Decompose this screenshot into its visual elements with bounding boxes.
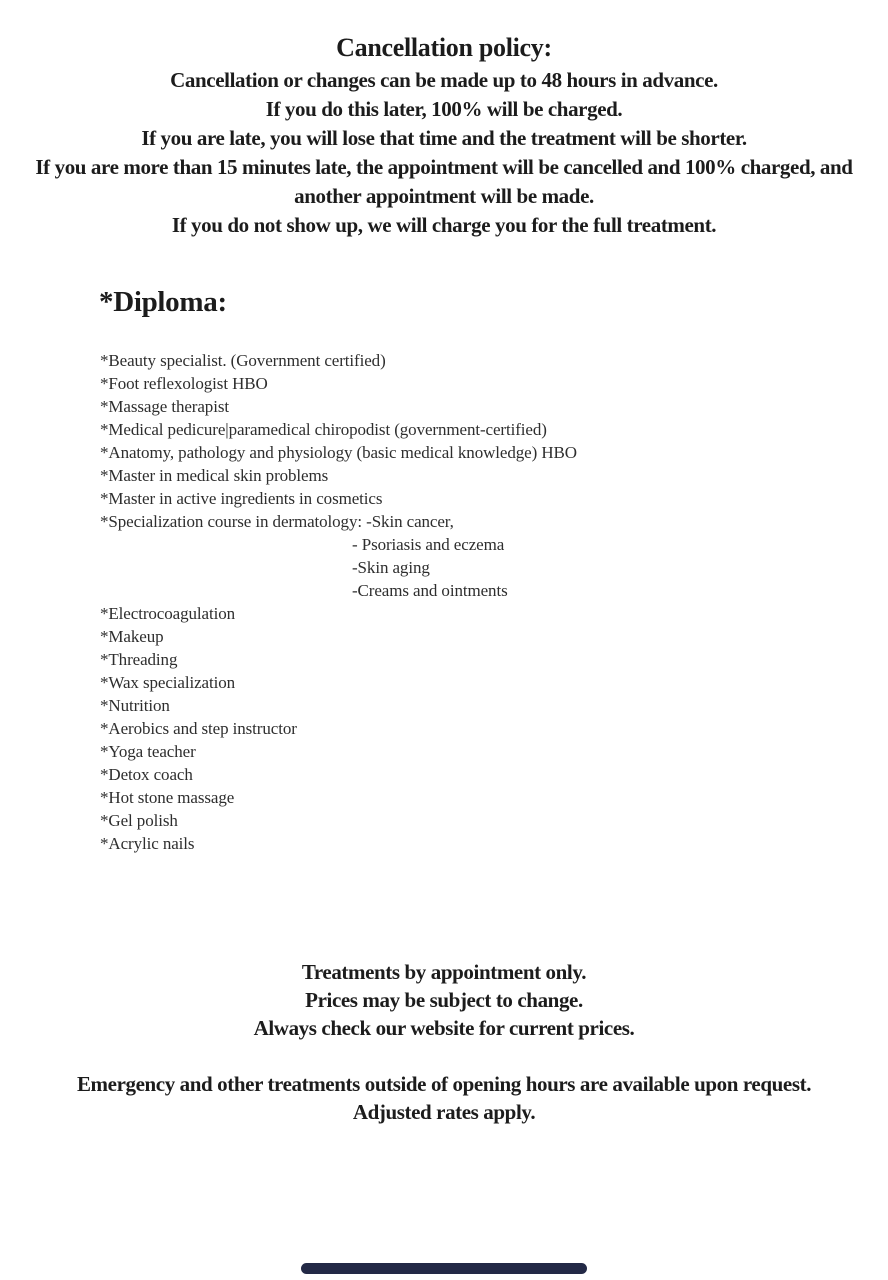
cancellation-policy-title: Cancellation policy:	[336, 33, 552, 62]
cancellation-policy-section	[0, 30, 888, 240]
diploma-item: *Nutrition	[100, 696, 170, 715]
diploma-item: *Hot stone massage	[100, 788, 235, 807]
note-line: Adjusted rates apply.	[352, 1100, 536, 1124]
home-indicator-bar[interactable]	[301, 1263, 587, 1274]
note-line: Prices may be subject to change.	[305, 988, 583, 1012]
diploma-item: *Foot reflexologist HBO	[100, 374, 268, 393]
diploma-item: *Master in medical skin problems	[100, 466, 329, 485]
note-line: Always check our website for current prices.	[253, 1016, 635, 1040]
emergency-notes-section	[0, 1070, 888, 1126]
policy-line: Cancellation or changes can be made up to 48 hours in advance.	[170, 68, 718, 92]
policy-line: If you are more than 15 minutes late, the appointment will be cancelled and 100% charged, and	[35, 155, 853, 179]
policy-line: If you are late, you will lose that time and the treatment will be shorter.	[141, 126, 747, 150]
dermatology-subitem: -Creams and ointments	[352, 581, 508, 600]
policy-line: another appointment will be made.	[294, 184, 594, 208]
diploma-item: *Anatomy, pathology and physiology (basic medical knowledge) HBO	[100, 443, 577, 462]
diploma-item: *Threading	[100, 650, 178, 669]
dermatology-subitem: - Psoriasis and eczema	[352, 535, 505, 554]
diploma-item: *Gel polish	[100, 811, 178, 830]
note-line: Emergency and other treatments outside of opening hours are available upon request.	[76, 1072, 812, 1096]
note-line: Treatments by appointment only.	[301, 960, 587, 984]
diploma-item: *Acrylic nails	[100, 834, 195, 853]
diploma-list	[100, 349, 868, 855]
appointment-notes-section	[0, 958, 888, 1042]
dermatology-subitem: -Skin aging	[352, 558, 430, 577]
diploma-item: *Makeup	[100, 627, 164, 646]
diploma-item: *Aerobics and step instructor	[100, 719, 297, 738]
diploma-item: *Massage therapist	[100, 397, 229, 416]
diploma-heading: *Diploma:	[99, 286, 227, 318]
diploma-item: *Beauty specialist. (Government certified)	[100, 351, 386, 370]
policy-line: If you do not show up, we will charge you for the full treatment.	[171, 213, 717, 237]
diploma-item: *Master in active ingredients in cosmetics	[100, 489, 383, 508]
diploma-item: *Electrocoagulation	[100, 604, 235, 623]
policy-line: If you do this later, 100% will be charged.	[265, 97, 623, 121]
diploma-item: *Yoga teacher	[100, 742, 196, 761]
diploma-item: *Detox coach	[100, 765, 193, 784]
diploma-item-dermatology: *Specialization course in dermatology: -Skin cancer,	[100, 512, 454, 531]
diploma-item: *Medical pedicure|paramedical chiropodist (government-certified)	[100, 420, 547, 439]
diploma-item: *Wax specialization	[100, 673, 236, 692]
